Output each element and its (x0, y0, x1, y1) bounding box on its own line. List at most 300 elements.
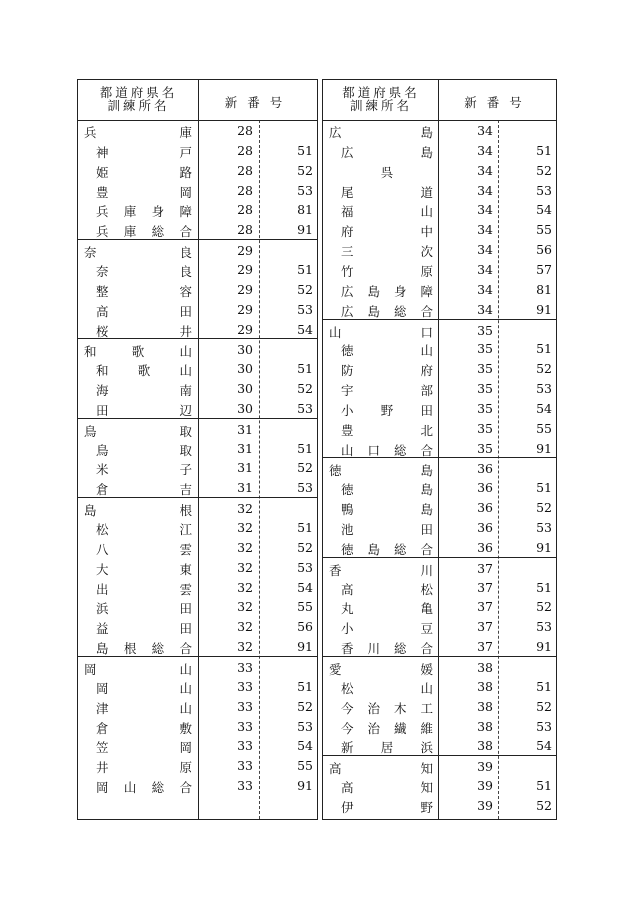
center-number: 57 (536, 261, 552, 277)
center-number: 53 (297, 559, 313, 575)
row-name (96, 778, 192, 794)
row-name (96, 560, 192, 576)
training-center-row (78, 180, 317, 200)
training-center-row (78, 319, 317, 339)
training-center-row (323, 299, 556, 319)
center-number: 81 (536, 281, 552, 297)
row-name (341, 520, 433, 536)
row-name (96, 322, 192, 338)
header-number: 新番号 (224, 95, 293, 110)
center-number: 54 (297, 738, 313, 754)
training-center-row (78, 140, 317, 160)
row-name-text: 倉 敷 (96, 720, 192, 736)
prefecture-number: 28 (237, 182, 253, 198)
row-name-text: 出 雲 (96, 581, 192, 597)
row-name (96, 222, 192, 238)
prefecture-number: 28 (237, 142, 253, 158)
row-name-text: 岡 山 総 合 (96, 780, 192, 796)
prefecture-number: 39 (477, 797, 493, 813)
row-name-text: 徳 島 (329, 463, 433, 479)
row-name (341, 500, 433, 516)
training-center-row (78, 160, 317, 180)
training-center-row (323, 199, 556, 219)
training-center-row (323, 696, 556, 716)
center-number: 53 (536, 381, 552, 397)
training-center-row (323, 219, 556, 239)
row-name-text: 高 田 (96, 303, 192, 319)
prefecture-number: 38 (477, 678, 493, 694)
row-name (341, 619, 433, 635)
prefecture-number: 34 (477, 281, 493, 297)
row-name (341, 798, 433, 814)
row-name-text: 井 原 (96, 760, 192, 776)
center-number: 54 (536, 202, 552, 218)
training-center-row (323, 239, 556, 259)
table-header (323, 80, 556, 121)
center-number: 55 (297, 599, 313, 615)
training-center-row (323, 160, 556, 180)
row-name (329, 461, 433, 477)
center-number: 54 (297, 579, 313, 595)
row-name-text: 呉 (380, 164, 394, 180)
prefecture-number: 35 (477, 420, 493, 436)
prefecture-number: 30 (237, 342, 253, 358)
center-number: 51 (536, 579, 552, 595)
prefecture-row (78, 338, 317, 359)
prefecture-number: 32 (237, 639, 253, 655)
row-name-text: 奈 良 (96, 263, 192, 279)
training-center-row (78, 616, 317, 636)
training-center-row (78, 477, 317, 497)
row-name (96, 719, 192, 735)
prefecture-number: 38 (477, 698, 493, 714)
prefecture-number: 34 (477, 202, 493, 218)
center-number: 51 (536, 480, 552, 496)
training-center-row (78, 696, 317, 716)
header-name (78, 86, 199, 112)
prefecture-number: 29 (237, 261, 253, 277)
row-name (96, 738, 192, 754)
row-name-text: 大 東 (96, 561, 192, 577)
row-name-text: 伊 野 (341, 799, 433, 815)
training-center-row (323, 676, 556, 696)
center-number: 53 (536, 182, 552, 198)
training-center-row (78, 716, 317, 736)
center-number: 53 (297, 718, 313, 734)
row-name-text: 笠 岡 (96, 740, 192, 756)
center-number: 53 (536, 718, 552, 734)
training-center-row (323, 418, 556, 438)
header-name-line1: 都道府県名 (99, 85, 178, 100)
row-name-text: 新 居 浜 (341, 740, 433, 756)
row-name (341, 639, 433, 655)
training-center-row (78, 596, 317, 616)
prefecture-row (78, 418, 317, 439)
prefecture-number: 36 (477, 500, 493, 516)
row-name (96, 202, 192, 218)
prefecture-row (323, 120, 556, 140)
prefecture-number: 34 (477, 123, 493, 138)
center-number: 51 (536, 678, 552, 694)
row-name-text: 丸 亀 (341, 601, 433, 617)
row-name-text: 奈 良 (84, 245, 192, 261)
row-name (96, 183, 192, 199)
row-name-text: 徳 山 (341, 343, 433, 359)
prefecture-number: 29 (237, 301, 253, 317)
prefecture-number: 37 (477, 560, 493, 576)
prefecture-number: 30 (237, 361, 253, 377)
prefecture-number: 39 (477, 759, 493, 775)
prefecture-number: 35 (477, 361, 493, 377)
row-name (341, 143, 433, 159)
center-number: 52 (297, 539, 313, 555)
row-name-text: 島 根 (84, 503, 192, 519)
row-name-text: 海 南 (96, 383, 192, 399)
prefecture-number: 32 (237, 559, 253, 575)
prefecture-number: 32 (237, 520, 253, 535)
row-name (96, 580, 192, 596)
training-center-row (323, 577, 556, 597)
table-header (78, 80, 317, 121)
center-number: 52 (297, 281, 313, 297)
row-name (84, 243, 192, 259)
row-name (96, 619, 192, 635)
row-name (96, 679, 192, 695)
row-name-text: 高 知 (341, 780, 433, 796)
row-name (96, 599, 192, 615)
center-number: 53 (297, 480, 313, 496)
center-number: 55 (297, 758, 313, 774)
prefecture-number: 28 (237, 162, 253, 178)
row-name (84, 660, 192, 676)
row-name (96, 262, 192, 278)
training-center-row (78, 557, 317, 577)
training-center-row (323, 378, 556, 398)
center-number: 51 (297, 678, 313, 694)
row-name (341, 401, 433, 417)
center-number: 52 (536, 500, 552, 516)
training-center-row (78, 299, 317, 319)
prefecture-number: 28 (237, 222, 253, 238)
center-number: 53 (297, 301, 313, 317)
row-name-text: 宇 部 (341, 383, 433, 399)
row-name-text: 島 根 総 合 (96, 641, 192, 657)
row-name (329, 660, 433, 676)
header-number: 新番号 (464, 95, 532, 110)
prefecture-number: 37 (477, 579, 493, 595)
training-center-row (323, 517, 556, 537)
training-center-row (323, 616, 556, 636)
row-name (341, 540, 433, 556)
row-name-text: 米 子 (96, 462, 192, 478)
prefecture-number: 37 (477, 599, 493, 615)
prefecture-number: 36 (477, 480, 493, 496)
training-center-row (78, 636, 317, 656)
prefecture-row (323, 319, 556, 340)
prefecture-row (78, 656, 317, 677)
training-center-row (78, 259, 317, 279)
right-table-half (322, 79, 557, 820)
prefecture-number: 29 (237, 321, 253, 337)
row-name (84, 342, 192, 358)
prefecture-number: 31 (237, 421, 253, 437)
row-name-text: 池 田 (341, 522, 433, 537)
row-name-text: 兵 庫 (84, 125, 192, 140)
row-name (96, 381, 192, 397)
training-center-row (323, 775, 556, 795)
training-center-number-table (77, 79, 557, 820)
row-name-text: 鳥 取 (96, 442, 192, 458)
prefecture-number: 34 (477, 261, 493, 277)
row-name-text: 徳 島 (341, 482, 433, 498)
prefecture-number: 34 (477, 162, 493, 178)
row-name (96, 758, 192, 774)
row-name-text: 和 歌 山 (84, 344, 192, 360)
center-number: 54 (297, 321, 313, 337)
row-name-text: 小 野 田 (341, 402, 433, 418)
row-name-text: 防 府 (341, 363, 433, 379)
center-number: 52 (536, 599, 552, 615)
row-name-text: 松 山 (341, 680, 433, 696)
center-number: 91 (536, 639, 552, 655)
row-name (341, 341, 433, 357)
header-name-line2: 訓練所名 (349, 98, 412, 113)
row-name-text: 今 治 繊 維 (341, 720, 433, 736)
row-name-text: 倉 吉 (96, 482, 192, 498)
prefecture-number: 36 (477, 461, 493, 477)
row-name-text: 小 豆 (341, 621, 433, 637)
row-name (329, 561, 433, 577)
row-name (341, 699, 433, 715)
center-number: 91 (536, 301, 552, 317)
prefecture-number: 34 (477, 182, 493, 198)
prefecture-number: 38 (477, 659, 493, 675)
row-name-text: 三 次 (341, 244, 433, 260)
prefecture-number: 34 (477, 222, 493, 238)
row-name-text: 広 島 総 合 (341, 303, 433, 319)
training-center-row (323, 795, 556, 815)
row-name-text: 高 松 (341, 581, 433, 597)
center-number: 56 (536, 242, 552, 258)
row-name (96, 163, 192, 179)
row-name (96, 460, 192, 476)
prefecture-number: 31 (237, 480, 253, 496)
row-name (341, 580, 433, 596)
center-number: 51 (536, 341, 552, 357)
center-number: 51 (297, 142, 313, 158)
row-name (96, 699, 192, 715)
row-name-text: 神 戸 (96, 144, 192, 160)
row-name (96, 302, 192, 318)
training-center-row (323, 338, 556, 358)
prefecture-row (78, 497, 317, 518)
row-name (341, 441, 433, 457)
prefecture-number: 36 (477, 539, 493, 555)
row-name (341, 282, 433, 298)
row-name (341, 679, 433, 695)
training-center-row (323, 716, 556, 736)
prefecture-number: 37 (477, 619, 493, 635)
prefecture-number: 34 (477, 142, 493, 158)
prefecture-number: 28 (237, 123, 253, 138)
training-center-row (323, 735, 556, 755)
row-name-text: 山 口 (329, 324, 433, 340)
training-center-row (78, 199, 317, 219)
center-number: 53 (297, 182, 313, 198)
row-name (96, 143, 192, 159)
row-name (341, 302, 433, 318)
training-center-row (323, 497, 556, 517)
prefecture-number: 29 (237, 281, 253, 297)
row-name (341, 222, 433, 238)
prefecture-number: 33 (237, 778, 253, 794)
prefecture-number: 30 (237, 400, 253, 416)
center-number: 51 (536, 142, 552, 158)
center-number: 53 (297, 400, 313, 416)
row-name-text: 今 治 木 工 (341, 700, 433, 716)
row-name (96, 639, 192, 655)
header-name (323, 86, 439, 112)
row-name (341, 421, 433, 437)
prefecture-number: 33 (237, 698, 253, 714)
center-number: 55 (536, 222, 552, 238)
row-name-text: 愛 媛 (329, 661, 433, 677)
row-name (329, 123, 433, 139)
row-name-text: 香 川 総 合 (341, 641, 433, 657)
row-name-text: 竹 原 (341, 263, 433, 279)
training-center-row (78, 735, 317, 755)
prefecture-number: 35 (477, 322, 493, 338)
training-center-row (323, 438, 556, 458)
center-number: 52 (536, 797, 552, 813)
prefecture-number: 33 (237, 659, 253, 675)
row-name (341, 778, 433, 794)
training-center-row (323, 398, 556, 418)
row-name (96, 480, 192, 496)
center-number: 51 (536, 778, 552, 794)
row-name-text: 府 中 (341, 224, 433, 240)
center-number: 81 (297, 202, 313, 218)
row-name (341, 163, 433, 179)
center-number: 55 (536, 420, 552, 436)
center-number: 91 (297, 778, 313, 794)
prefecture-number: 32 (237, 539, 253, 555)
prefecture-number: 34 (477, 242, 493, 258)
row-name (341, 202, 433, 218)
prefecture-number: 33 (237, 718, 253, 734)
training-center-row (78, 755, 317, 775)
center-number: 53 (536, 619, 552, 635)
row-name-text: 浜 田 (96, 601, 192, 617)
row-name (341, 599, 433, 615)
prefecture-number: 32 (237, 599, 253, 615)
prefecture-number: 32 (237, 619, 253, 635)
center-number: 52 (297, 460, 313, 476)
center-number: 52 (536, 361, 552, 377)
prefecture-number: 33 (237, 678, 253, 694)
training-center-row (78, 577, 317, 597)
row-name (84, 123, 192, 139)
training-center-row (323, 279, 556, 299)
row-name (341, 361, 433, 377)
row-name-text: 岡 山 (84, 661, 192, 677)
center-number: 56 (297, 619, 313, 635)
prefecture-row (323, 755, 556, 776)
center-number: 51 (297, 520, 313, 535)
row-name (84, 422, 192, 438)
row-name-text: 尾 道 (341, 184, 433, 200)
prefecture-number: 30 (237, 381, 253, 397)
training-center-row (78, 537, 317, 557)
prefecture-number: 28 (237, 202, 253, 218)
training-center-row (78, 398, 317, 418)
prefecture-number: 35 (477, 381, 493, 397)
row-name (96, 282, 192, 298)
prefecture-number: 34 (477, 301, 493, 317)
row-name (341, 183, 433, 199)
row-name (341, 480, 433, 496)
prefecture-number: 35 (477, 341, 493, 357)
prefecture-number: 37 (477, 639, 493, 655)
prefecture-number: 33 (237, 738, 253, 754)
row-name-text: 八 雲 (96, 541, 192, 557)
prefecture-number: 35 (477, 440, 493, 456)
row-name (341, 738, 433, 754)
center-number: 54 (536, 738, 552, 754)
row-name-text: 広 島 身 障 (341, 283, 433, 299)
row-name-text: 桜 井 (96, 323, 192, 339)
row-name-text: 松 江 (96, 522, 192, 537)
row-name-text: 広 島 (329, 125, 433, 140)
row-name-text: 福 山 (341, 204, 433, 220)
prefecture-row (78, 239, 317, 260)
center-number: 51 (297, 261, 313, 277)
training-center-row (323, 358, 556, 378)
row-name (96, 361, 192, 377)
row-name-text: 和 歌 山 (96, 363, 192, 379)
training-center-row (78, 438, 317, 458)
row-name (96, 441, 192, 457)
prefecture-number: 31 (237, 460, 253, 476)
training-center-row (323, 537, 556, 557)
row-name-text: 益 田 (96, 621, 192, 637)
prefecture-row (323, 557, 556, 578)
row-name (329, 759, 433, 775)
row-name-text: 田 辺 (96, 402, 192, 418)
header-name-line2: 訓練所名 (107, 98, 170, 113)
row-name-text: 姫 路 (96, 164, 192, 180)
row-name-text: 広 島 (341, 144, 433, 160)
training-center-row (323, 140, 556, 160)
center-number: 91 (297, 639, 313, 655)
training-center-row (323, 477, 556, 497)
center-number: 52 (536, 698, 552, 714)
row-name-text: 香 川 (329, 562, 433, 578)
row-name (96, 540, 192, 556)
prefecture-number: 33 (237, 758, 253, 774)
row-name-text: 豊 岡 (96, 184, 192, 200)
row-name-text: 徳 島 総 合 (341, 541, 433, 557)
row-name-text: 鳥 取 (84, 423, 192, 439)
training-center-row (78, 279, 317, 299)
center-number: 52 (297, 381, 313, 397)
center-number: 51 (297, 440, 313, 456)
prefecture-number: 32 (237, 501, 253, 517)
row-name (96, 401, 192, 417)
left-table-half (77, 79, 318, 820)
training-center-row (323, 259, 556, 279)
training-center-row (323, 180, 556, 200)
